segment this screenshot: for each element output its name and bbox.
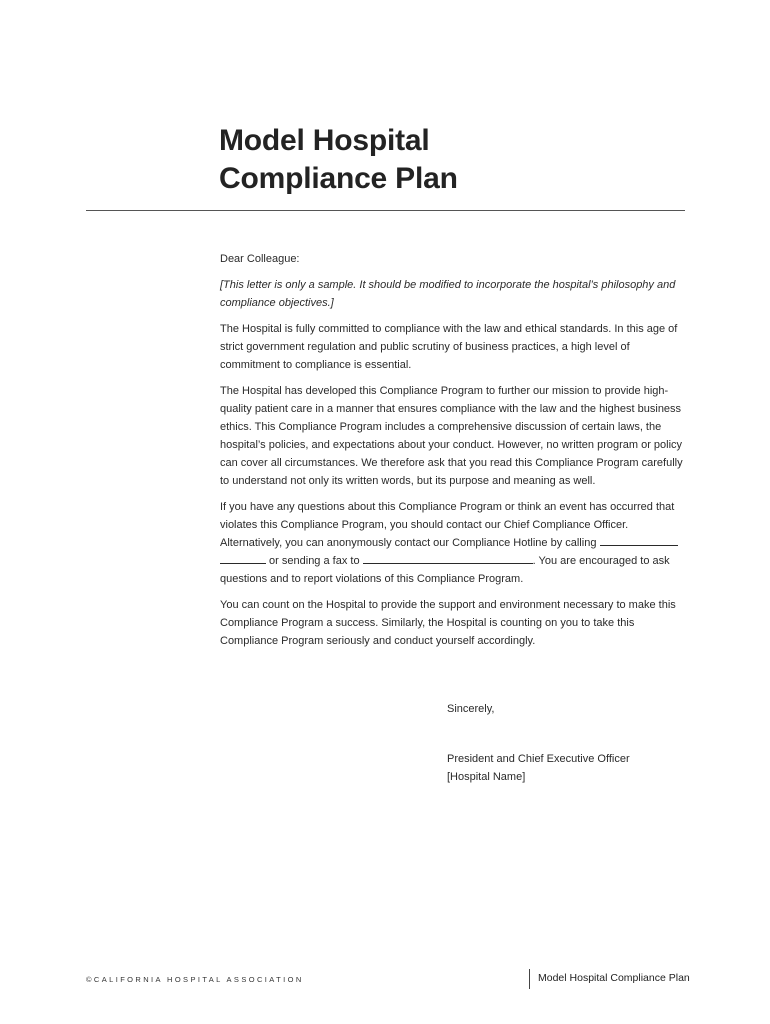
contact-text-2: or sending a fax to bbox=[266, 555, 363, 567]
sample-note: [This letter is only a sample. It should be modified to incorporate the hospital’s philosophy and compliance objectives.] bbox=[220, 279, 676, 309]
letter-body bbox=[220, 250, 686, 658]
title-line-2: Compliance Plan bbox=[219, 162, 458, 195]
footer-document-name: Model Hospital Compliance Plan bbox=[538, 972, 690, 984]
title-line-1: Model Hospital bbox=[219, 124, 430, 157]
paragraph-support: You can count on the Hospital to provide the support and environment necessary to make this Compliance Program a success. Similarly, the Hospital is counting on you to take this Compliance Program seriously and conduct yourself accordingly. bbox=[220, 599, 676, 647]
signer-org: [Hospital Name] bbox=[447, 771, 526, 783]
closing: Sincerely, bbox=[447, 703, 495, 715]
paragraph-contact bbox=[220, 498, 686, 588]
fax-blank-line bbox=[363, 552, 533, 564]
paragraph-program: The Hospital has developed this Compliance Program to further our mission to provide high-quality patient care in a manner that ensures compliance with the law and the highest business ethics. This Compliance Program includes a comprehensive discussion of certain laws, the hospital’s policies, and expectations about your conduct. However, no written program or policy can cover all circumstances. We therefore ask that you read this Compliance Program carefully to understand not only its written words, but its purpose and meaning as well. bbox=[220, 385, 683, 487]
document-title bbox=[219, 122, 458, 198]
paragraph-commitment: The Hospital is fully committed to compliance with the law and ethical standards. In this age of strict government regulation and public scrutiny of business practices, a high level of commitment to compliance is essential. bbox=[220, 323, 678, 371]
footer-copyright: ©CALIFORNIA HOSPITAL ASSOCIATION bbox=[86, 975, 304, 984]
title-divider bbox=[86, 210, 685, 211]
hotline-blank-line-continued bbox=[220, 552, 266, 564]
signer-title: President and Chief Executive Officer bbox=[447, 753, 630, 765]
contact-text-3: . You are encouraged to ask questions and to report violations of this Compliance Program. bbox=[220, 555, 670, 585]
signature-block bbox=[447, 750, 630, 786]
hotline-blank-line bbox=[600, 534, 678, 546]
contact-text-1: If you have any questions about this Compliance Program or think an event has occurred that violates this Compliance Program, you should contact our Chief Compliance Officer. Alternatively, you can anonymously contact our Compliance Hotline by calling bbox=[220, 501, 675, 549]
salutation: Dear Colleague: bbox=[220, 253, 300, 265]
footer-divider bbox=[529, 969, 530, 989]
